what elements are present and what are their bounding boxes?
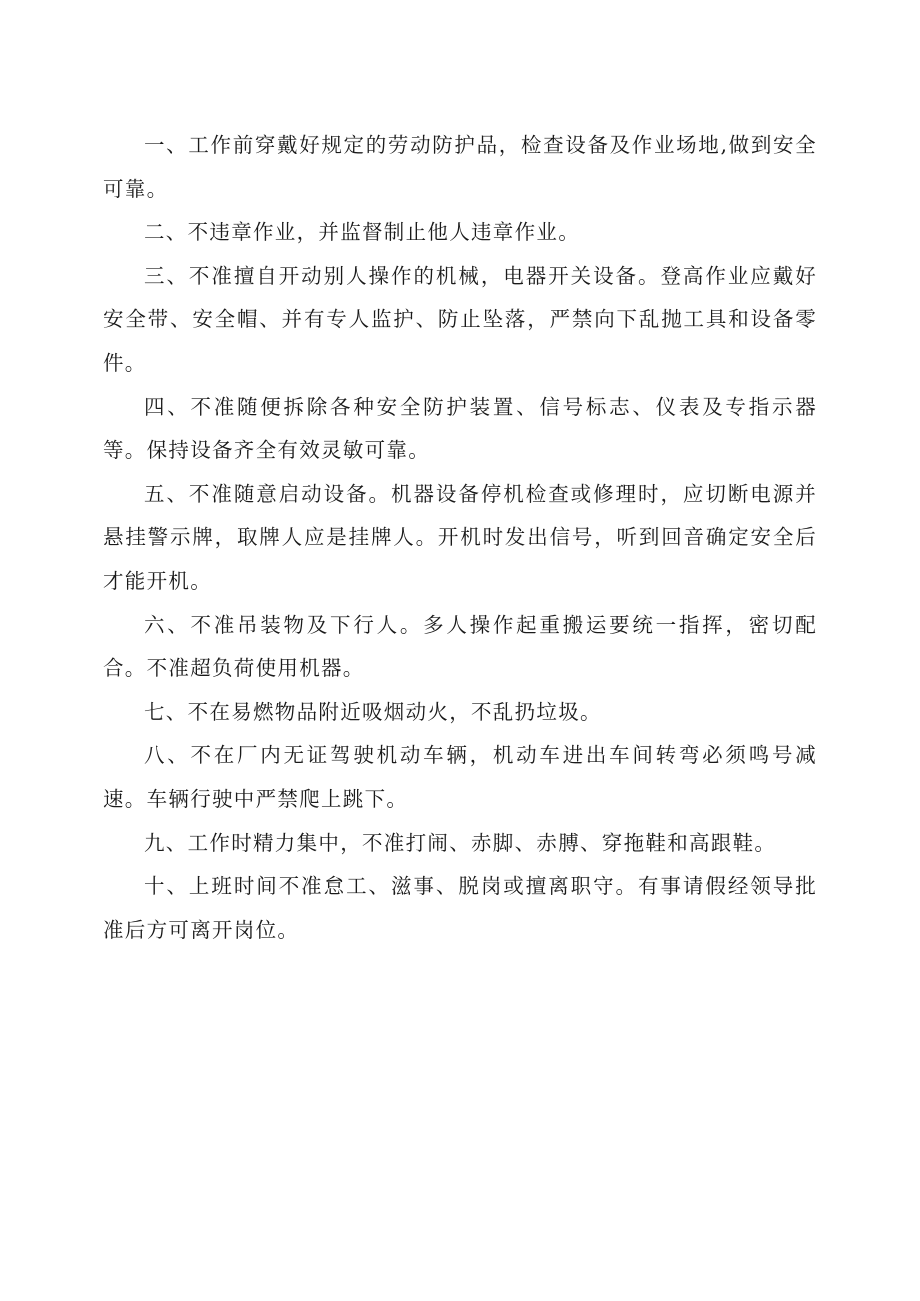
rules-body — [103, 124, 817, 952]
rule-paragraph-9: 九、工作时精力集中，不准打闹、赤脚、赤膊、穿拖鞋和高跟鞋。 — [144, 830, 777, 855]
rule-paragraph-6: 六、不准吊装物及下行人。多人操作起重搬运要统一指挥，密切配合。不准超负荷使用机器。 — [103, 612, 817, 681]
rule-paragraph-4: 四、不准随便拆除各种安全防护装置、信号标志、仪表及专指示器等。保持设备齐全有效灵敏可靠。 — [103, 394, 817, 463]
rule-paragraph-5: 五、不准随意启动设备。机器设备停机检查或修理时，应切断电源并悬挂警示牌，取牌人应是挂牌人。开机时发出信号，听到回音确定安全后才能开机。 — [103, 481, 817, 593]
rule-paragraph-8: 八、不在厂内无证驾驶机动车辆，机动车进出车间转弯必须鸣号减速。车辆行驶中严禁爬上跳下。 — [103, 743, 817, 811]
rule-paragraph-3: 三、不准擅自开动别人操作的机械，电器开关设备。登高作业应戴好安全带、安全帽、并有专人监护、防止坠落，严禁向下乱抛工具和设备零件。 — [103, 263, 817, 375]
rule-paragraph-2: 二、不违章作业，并监督制止他人违章作业。 — [144, 220, 580, 245]
rule-paragraph-1: 一、工作前穿戴好规定的劳动防护品，检查设备及作业场地,做到安全可靠。 — [103, 133, 817, 201]
rule-paragraph-10: 十、上班时间不准怠工、滋事、脱岗或擅离职守。有事请假经领导批准后方可离开岗位。 — [103, 874, 817, 942]
rule-paragraph-7: 七、不在易燃物品附近吸烟动火，不乱扔垃圾。 — [144, 699, 602, 724]
